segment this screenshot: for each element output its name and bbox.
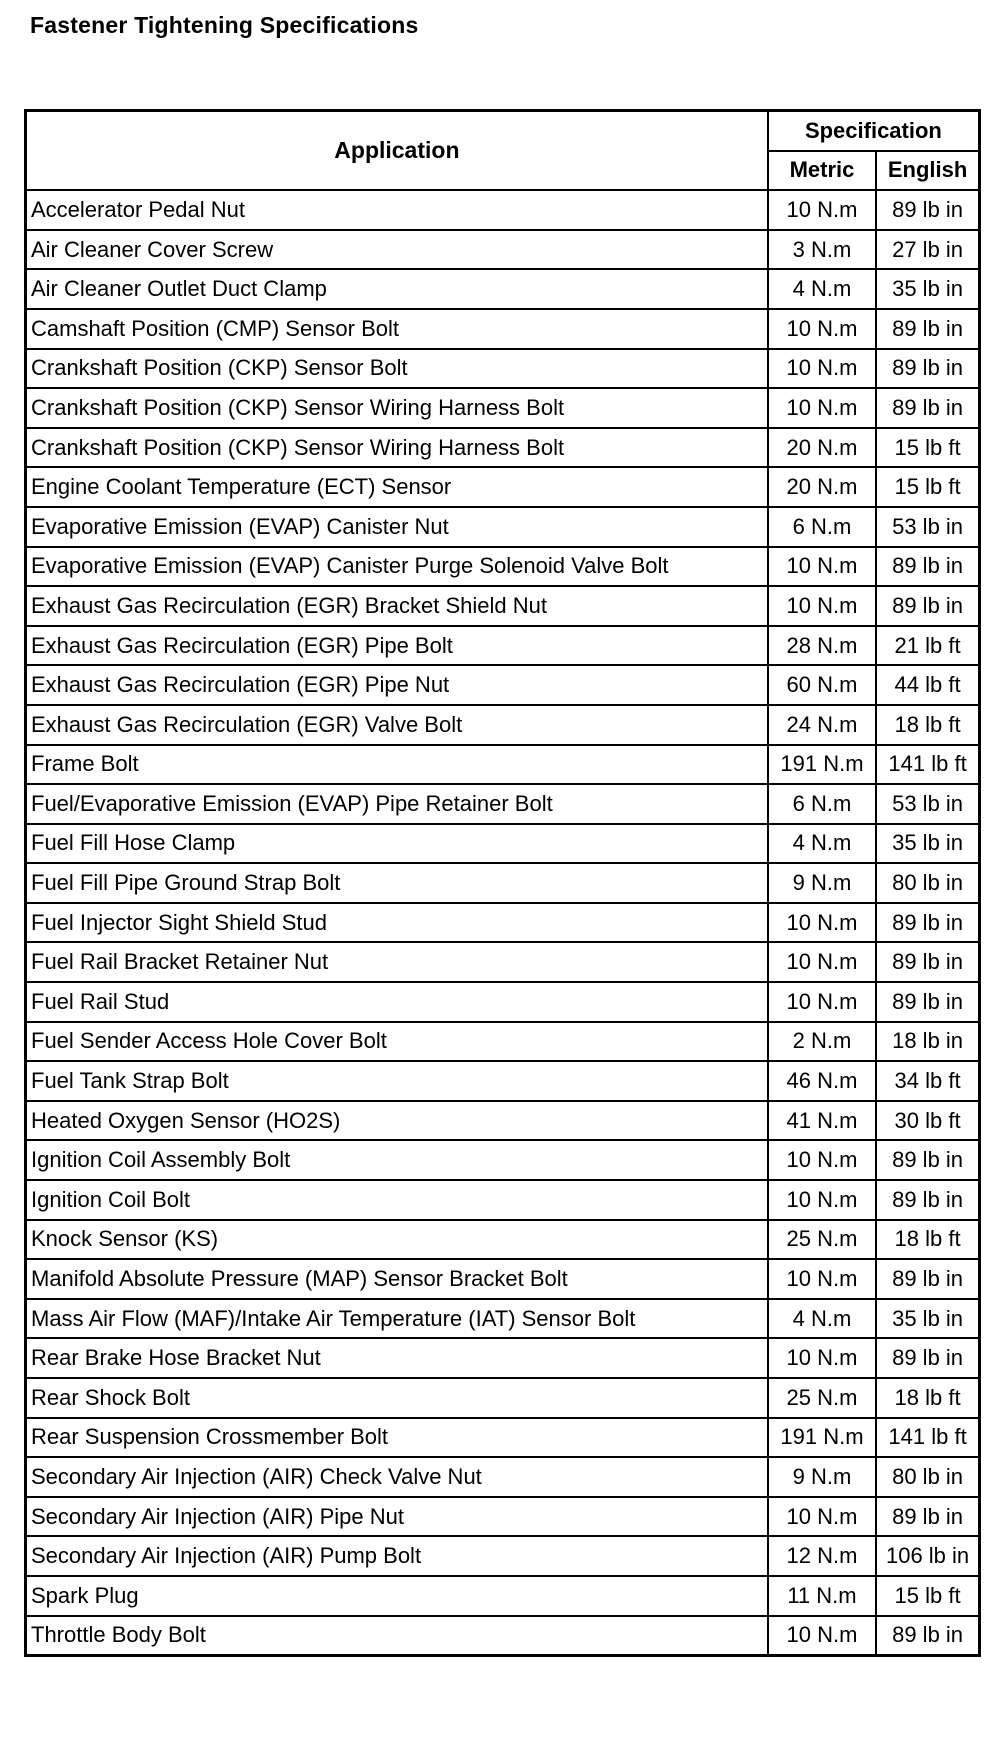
cell-english: 18 lb ft	[876, 705, 979, 745]
cell-application: Accelerator Pedal Nut	[26, 190, 768, 230]
cell-metric: 10 N.m	[768, 1338, 876, 1378]
cell-application: Rear Suspension Crossmember Bolt	[26, 1418, 768, 1458]
cell-application: Air Cleaner Cover Screw	[26, 230, 768, 270]
table-row	[26, 1299, 980, 1339]
cell-application: Fuel Injector Sight Shield Stud	[26, 903, 768, 943]
table-row	[26, 547, 980, 587]
cell-english: 18 lb ft	[876, 1220, 979, 1260]
cell-metric: 10 N.m	[768, 388, 876, 428]
table-row	[26, 269, 980, 309]
cell-english: 18 lb in	[876, 1022, 979, 1062]
cell-english: 34 lb ft	[876, 1061, 979, 1101]
cell-english: 35 lb in	[876, 269, 979, 309]
table-header	[26, 111, 980, 191]
cell-english: 27 lb in	[876, 230, 979, 270]
table-row	[26, 1418, 980, 1458]
table-body	[26, 190, 980, 1655]
cell-application: Crankshaft Position (CKP) Sensor Bolt	[26, 349, 768, 389]
table-row	[26, 863, 980, 903]
cell-metric: 10 N.m	[768, 1140, 876, 1180]
table-row	[26, 507, 980, 547]
cell-application: Camshaft Position (CMP) Sensor Bolt	[26, 309, 768, 349]
table-row	[26, 230, 980, 270]
cell-english: 89 lb in	[876, 1338, 979, 1378]
cell-metric: 10 N.m	[768, 547, 876, 587]
table-row	[26, 626, 980, 666]
cell-english: 30 lb ft	[876, 1101, 979, 1141]
cell-metric: 10 N.m	[768, 190, 876, 230]
cell-application: Exhaust Gas Recirculation (EGR) Bracket Shield Nut	[26, 586, 768, 626]
table-row	[26, 982, 980, 1022]
cell-metric: 24 N.m	[768, 705, 876, 745]
cell-application: Fuel Rail Bracket Retainer Nut	[26, 942, 768, 982]
cell-application: Heated Oxygen Sensor (HO2S)	[26, 1101, 768, 1141]
cell-metric: 10 N.m	[768, 982, 876, 1022]
cell-metric: 4 N.m	[768, 824, 876, 864]
cell-english: 15 lb ft	[876, 1576, 979, 1616]
cell-english: 89 lb in	[876, 388, 979, 428]
cell-application: Evaporative Emission (EVAP) Canister Purge Solenoid Valve Bolt	[26, 547, 768, 587]
cell-english: 89 lb in	[876, 349, 979, 389]
cell-metric: 25 N.m	[768, 1220, 876, 1260]
cell-english: 89 lb in	[876, 1140, 979, 1180]
table-row	[26, 705, 980, 745]
cell-application: Evaporative Emission (EVAP) Canister Nut	[26, 507, 768, 547]
cell-metric: 4 N.m	[768, 269, 876, 309]
cell-application: Secondary Air Injection (AIR) Check Valve Nut	[26, 1457, 768, 1497]
cell-application: Ignition Coil Bolt	[26, 1180, 768, 1220]
cell-application: Mass Air Flow (MAF)/Intake Air Temperature (IAT) Sensor Bolt	[26, 1299, 768, 1339]
table-row	[26, 942, 980, 982]
table-row	[26, 1378, 980, 1418]
cell-application: Crankshaft Position (CKP) Sensor Wiring Harness Bolt	[26, 388, 768, 428]
cell-metric: 46 N.m	[768, 1061, 876, 1101]
table-row	[26, 1180, 980, 1220]
cell-application: Secondary Air Injection (AIR) Pump Bolt	[26, 1536, 768, 1576]
cell-application: Fuel Rail Stud	[26, 982, 768, 1022]
cell-english: 89 lb in	[876, 982, 979, 1022]
cell-application: Fuel Sender Access Hole Cover Bolt	[26, 1022, 768, 1062]
column-header-application: Application	[26, 111, 768, 191]
cell-metric: 191 N.m	[768, 745, 876, 785]
cell-metric: 20 N.m	[768, 467, 876, 507]
cell-application: Spark Plug	[26, 1576, 768, 1616]
table-row	[26, 665, 980, 705]
cell-english: 80 lb in	[876, 1457, 979, 1497]
cell-metric: 6 N.m	[768, 784, 876, 824]
cell-application: Rear Shock Bolt	[26, 1378, 768, 1418]
cell-metric: 10 N.m	[768, 349, 876, 389]
cell-application: Fuel Tank Strap Bolt	[26, 1061, 768, 1101]
table-row	[26, 1338, 980, 1378]
table-row	[26, 903, 980, 943]
cell-metric: 60 N.m	[768, 665, 876, 705]
cell-english: 89 lb in	[876, 547, 979, 587]
table-row	[26, 349, 980, 389]
cell-application: Exhaust Gas Recirculation (EGR) Pipe Bolt	[26, 626, 768, 666]
cell-metric: 2 N.m	[768, 1022, 876, 1062]
cell-metric: 9 N.m	[768, 1457, 876, 1497]
table-row	[26, 1220, 980, 1260]
table-row	[26, 1536, 980, 1576]
cell-english: 21 lb ft	[876, 626, 979, 666]
cell-english: 35 lb in	[876, 1299, 979, 1339]
cell-application: Air Cleaner Outlet Duct Clamp	[26, 269, 768, 309]
page-title: Fastener Tightening Specifications	[30, 12, 419, 38]
cell-application: Rear Brake Hose Bracket Nut	[26, 1338, 768, 1378]
table-row	[26, 1497, 980, 1537]
cell-metric: 10 N.m	[768, 903, 876, 943]
cell-application: Crankshaft Position (CKP) Sensor Wiring Harness Bolt	[26, 428, 768, 468]
cell-metric: 12 N.m	[768, 1536, 876, 1576]
cell-metric: 10 N.m	[768, 309, 876, 349]
cell-english: 53 lb in	[876, 507, 979, 547]
table-row	[26, 1140, 980, 1180]
table-row	[26, 309, 980, 349]
cell-application: Throttle Body Bolt	[26, 1616, 768, 1656]
fastener-spec-table	[24, 109, 981, 1657]
cell-english: 89 lb in	[876, 1497, 979, 1537]
cell-application: Manifold Absolute Pressure (MAP) Sensor Bracket Bolt	[26, 1259, 768, 1299]
table-row	[26, 824, 980, 864]
cell-application: Knock Sensor (KS)	[26, 1220, 768, 1260]
cell-english: 89 lb in	[876, 309, 979, 349]
cell-metric: 41 N.m	[768, 1101, 876, 1141]
table-row	[26, 190, 980, 230]
cell-metric: 10 N.m	[768, 1259, 876, 1299]
cell-metric: 28 N.m	[768, 626, 876, 666]
cell-english: 89 lb in	[876, 1616, 979, 1656]
table-row	[26, 1061, 980, 1101]
cell-english: 106 lb in	[876, 1536, 979, 1576]
cell-application: Exhaust Gas Recirculation (EGR) Valve Bolt	[26, 705, 768, 745]
column-header-metric: Metric	[768, 151, 876, 191]
cell-english: 141 lb ft	[876, 745, 979, 785]
cell-english: 18 lb ft	[876, 1378, 979, 1418]
cell-metric: 3 N.m	[768, 230, 876, 270]
cell-metric: 10 N.m	[768, 1180, 876, 1220]
table-row	[26, 428, 980, 468]
column-header-english: English	[876, 151, 979, 191]
cell-metric: 10 N.m	[768, 586, 876, 626]
cell-metric: 25 N.m	[768, 1378, 876, 1418]
cell-application: Fuel Fill Pipe Ground Strap Bolt	[26, 863, 768, 903]
table-row	[26, 745, 980, 785]
cell-metric: 11 N.m	[768, 1576, 876, 1616]
cell-metric: 10 N.m	[768, 1616, 876, 1656]
cell-application: Fuel Fill Hose Clamp	[26, 824, 768, 864]
cell-application: Secondary Air Injection (AIR) Pipe Nut	[26, 1497, 768, 1537]
table-row	[26, 784, 980, 824]
cell-english: 89 lb in	[876, 1180, 979, 1220]
table-row	[26, 1457, 980, 1497]
table-row	[26, 388, 980, 428]
cell-english: 89 lb in	[876, 903, 979, 943]
cell-english: 35 lb in	[876, 824, 979, 864]
cell-english: 89 lb in	[876, 586, 979, 626]
cell-metric: 6 N.m	[768, 507, 876, 547]
cell-application: Fuel/Evaporative Emission (EVAP) Pipe Retainer Bolt	[26, 784, 768, 824]
cell-english: 89 lb in	[876, 942, 979, 982]
cell-metric: 191 N.m	[768, 1418, 876, 1458]
cell-english: 15 lb ft	[876, 467, 979, 507]
cell-english: 80 lb in	[876, 863, 979, 903]
table-row	[26, 1101, 980, 1141]
cell-metric: 20 N.m	[768, 428, 876, 468]
cell-english: 89 lb in	[876, 190, 979, 230]
cell-english: 89 lb in	[876, 1259, 979, 1299]
column-header-specification: Specification	[768, 111, 980, 151]
table-row	[26, 1576, 980, 1616]
cell-metric: 4 N.m	[768, 1299, 876, 1339]
cell-metric: 10 N.m	[768, 1497, 876, 1537]
table-row	[26, 586, 980, 626]
cell-metric: 9 N.m	[768, 863, 876, 903]
cell-application: Frame Bolt	[26, 745, 768, 785]
cell-english: 53 lb in	[876, 784, 979, 824]
table-row	[26, 1616, 980, 1656]
table-row	[26, 1259, 980, 1299]
cell-english: 15 lb ft	[876, 428, 979, 468]
cell-english: 44 lb ft	[876, 665, 979, 705]
cell-application: Exhaust Gas Recirculation (EGR) Pipe Nut	[26, 665, 768, 705]
table-row	[26, 467, 980, 507]
cell-application: Engine Coolant Temperature (ECT) Sensor	[26, 467, 768, 507]
cell-application: Ignition Coil Assembly Bolt	[26, 1140, 768, 1180]
cell-metric: 10 N.m	[768, 942, 876, 982]
table-row	[26, 1022, 980, 1062]
cell-english: 141 lb ft	[876, 1418, 979, 1458]
